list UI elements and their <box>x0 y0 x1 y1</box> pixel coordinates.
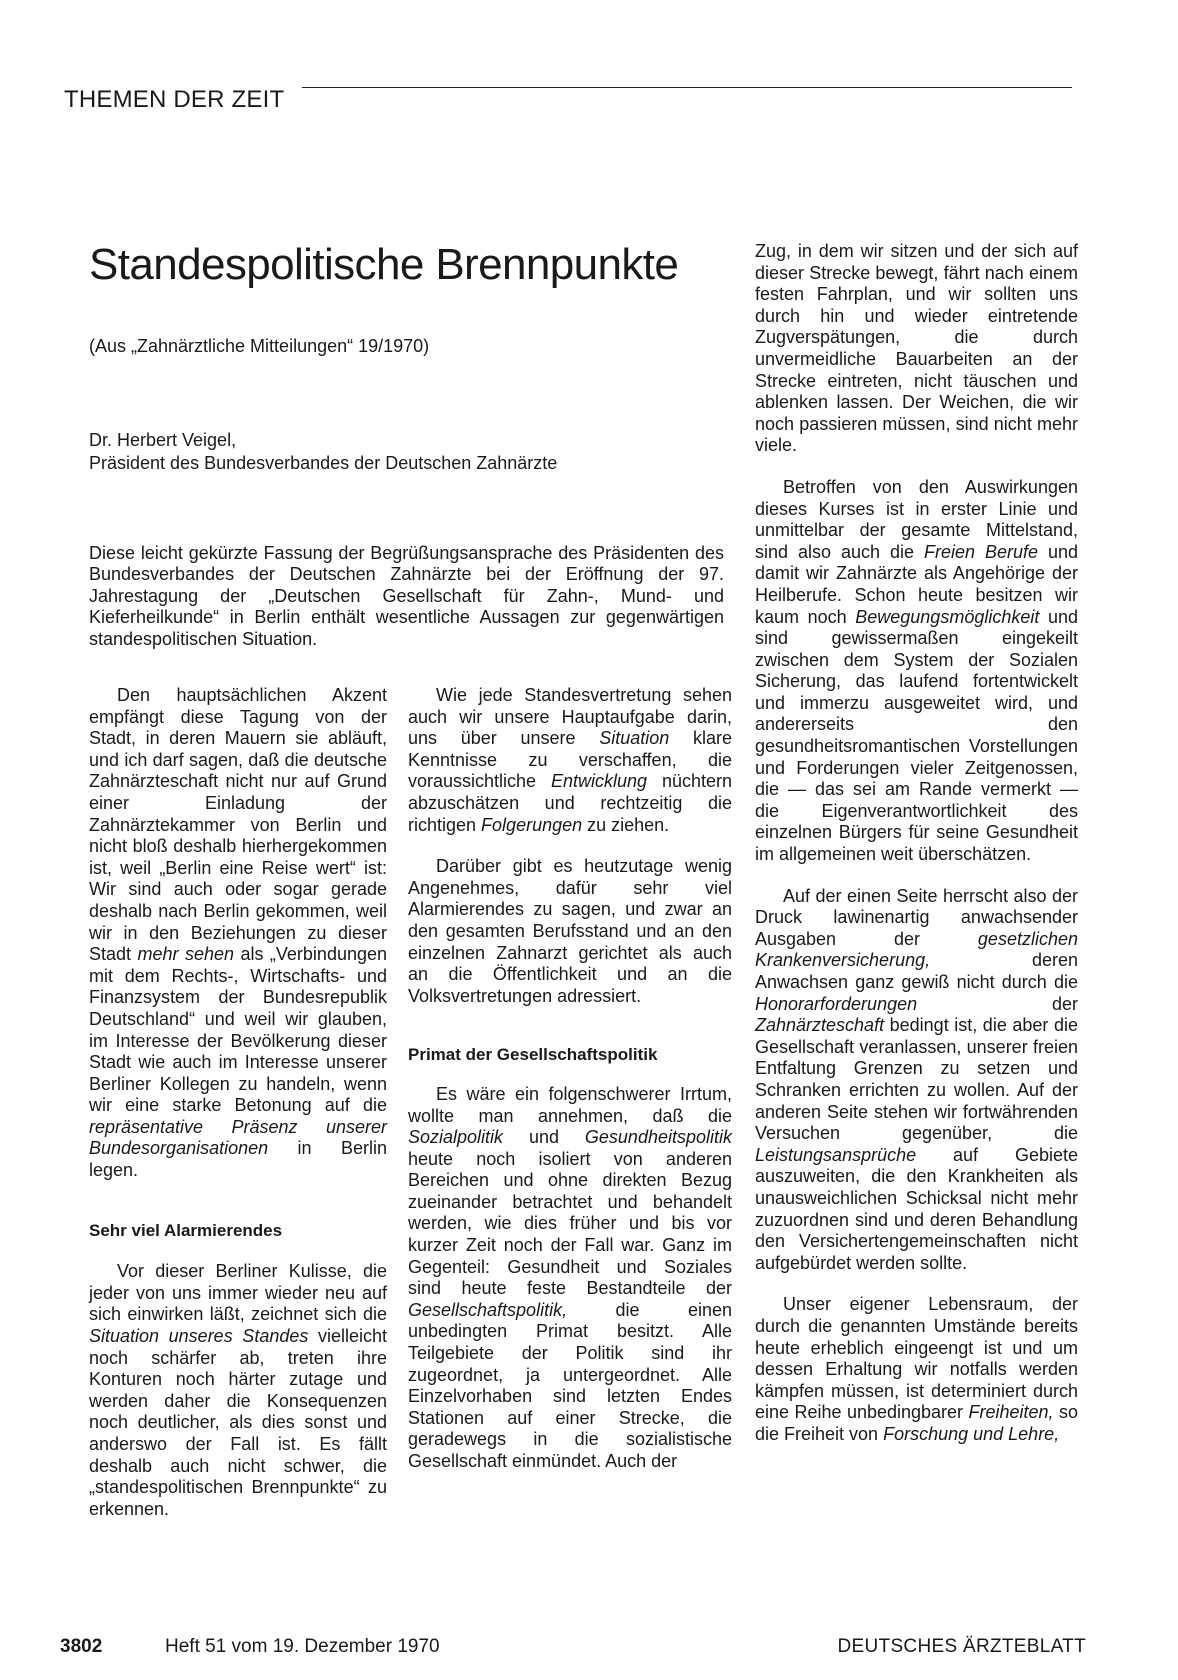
text-column-1 <box>89 685 387 1520</box>
text-run: deren Anwachsen ganz gewiß nicht durch die <box>755 950 1078 992</box>
text-run: bedingt ist, die aber die Gesellschaft veranlassen, unserer freien Entfaltung Grenzen zu setzen und Schranken errichten zu wollen. Auf der anderen Seite stehen wir fortwährenden Versuchen gegenüber, die <box>755 1015 1078 1144</box>
text-run: Wie jede Standesvertretung sehen auch wir unsere Hauptaufgabe darin, uns über unsere <box>408 685 732 749</box>
paragraph <box>89 685 387 1182</box>
text-run: auf Gebiete auszuweiten, die den Krankheiten als unausweichlichen Schicksal nicht mehr zuzuordnen sind und deren Behandlung den Versichertengemeinschaften nicht aufgebürdet werden sollte. <box>755 1144 1078 1273</box>
emphasis-text: Folgerungen <box>481 814 583 835</box>
emphasis-text: repräsentative Präsenz unserer Bundesorganisationen <box>89 1116 387 1159</box>
paragraph <box>408 1084 732 1473</box>
emphasis-text: Situation <box>599 728 670 749</box>
text-run: Den hauptsächlichen Akzent empfängt diese Tagung von der Stadt, in deren Mauern sie abläuft, und ich darf sagen, daß die deutsche Zahnärzteschaft nicht nur auf Grund einer Einladung der Zahnärztekammer von Berlin und nicht bloß deshalb hierhergekommen ist, weil „Berlin eine Reise wert“ ist: Wir sind auch oder sogar gerade deshalb nach Berlin gekommen, weil wir in den Beziehungen zu dieser Stadt <box>89 685 387 965</box>
text-run: Vor dieser Berliner Kulisse, die jeder von uns immer wieder neu auf sich einwirken läßt, zeichnet sich die <box>89 1261 387 1325</box>
text-run: Betroffen von den Auswirkungen dieses Kurses ist in erster Linie und unmittelbar der gesamte Mittelstand, sind also auch die <box>755 476 1078 562</box>
emphasis-text: Forschung und Lehre, <box>883 1423 1060 1444</box>
section-heading: Primat der Gesellschaftspolitik <box>408 1045 658 1065</box>
paragraph <box>755 241 1078 457</box>
text-run: nüchtern abzuschätzen und rechtzeitig die richtigen <box>408 771 732 835</box>
paragraph <box>755 477 1078 866</box>
text-run: zu ziehen. <box>582 814 670 835</box>
paragraph <box>408 685 732 836</box>
issue-info: Heft 51 vom 19. Dezember 1970 <box>165 1636 440 1657</box>
text-run: Auf der einen Seite herrscht also der Druck lawinenartig anwachsender Ausgaben der <box>755 885 1078 949</box>
emphasis-text: Freien Berufe <box>923 541 1038 562</box>
emphasis-text: Bewegungsmöglichkeit <box>855 606 1040 627</box>
article-intro: Diese leicht gekürzte Fassung der Begrüßungsansprache des Präsidenten des Bundesverbandes der Deutschen Zahnärzte bei der Eröffnung der 97. Jahrestagung der „Deutschen Gesellschaft für Zahn-, Mund- und Kieferheilkunde“ in Berlin enthält wesentliche Aussagen zur gegenwärtigen standespolitischen Situation. <box>89 543 724 649</box>
paragraph <box>89 1261 387 1520</box>
text-run: klare Kenntnisse zu verschaffen, die voraussichtliche <box>408 728 733 792</box>
emphasis-text: Sozialpolitik <box>408 1127 504 1148</box>
emphasis-text: Freiheiten, <box>968 1402 1054 1423</box>
text-run: Zug, in dem wir sitzen und der sich auf dieser Strecke bewegt, fährt nach einem festen Fahrplan, und wir sollten uns durch hin und wieder eintretende Zugverspätungen, die durch unvermeidliche Bauarbeiten an der Strecke eintreten, nicht täuschen und ablenken lassen. Der Weichen, die wir noch passieren müssen, sind nicht mehr viele. <box>755 241 1078 456</box>
text-run: so die Freiheit von <box>755 1402 1078 1444</box>
journal-name: DEUTSCHES ÄRZTEBLATT <box>837 1636 1086 1657</box>
emphasis-text: Gesundheitspolitik <box>584 1127 732 1148</box>
emphasis-text: Situation unseres Standes <box>89 1326 309 1347</box>
text-run: und sind gewissermaßen eingekeilt zwischen dem System der Sozialen Sicherung, das laufend fortentwickelt und immerzu ausgeweitet wird, und andererseits den gesundheitsromantischen Vorstellungen und Forderungen vieler Zeitgenossen, die — das sei am Rande vermerkt — die Eigenverantwortlichkeit des einzelnen Bürgers für seine Gesundheit im allgemeinen weit überschätzen. <box>755 606 1078 865</box>
text-run: und <box>503 1127 585 1148</box>
text-run: und damit wir Zahnärzte als Angehörige der Heilberufe. Schon heute besitzen wir kaum noch <box>755 541 1078 627</box>
emphasis-text: Zahnärzteschaft <box>755 1015 885 1036</box>
emphasis-text: mehr sehen <box>137 944 234 965</box>
emphasis-text: Entwicklung <box>550 771 648 792</box>
section-heading: Sehr viel Alarmierendes <box>89 1220 283 1240</box>
emphasis-text: Leistungsansprüche <box>755 1144 917 1165</box>
paragraph <box>408 856 732 1007</box>
text-run: Unser eigener Lebensraum, der durch die genannten Umstände bereits heute erheblich eingeengt ist und um dessen Erhaltung wir notfalls werden kämpfen müssen, ist determiniert durch eine Reihe unbedingbarer <box>755 1294 1078 1423</box>
paragraph <box>755 1294 1078 1445</box>
text-column-2 <box>408 685 732 1473</box>
text-run: Es wäre ein folgenschwerer Irrtum, wollte man annehmen, daß die <box>408 1083 732 1126</box>
author-role: Präsident des Bundesverbandes der Deutschen Zahnärzte <box>89 453 558 473</box>
article-title: Standespolitische Brennpunkte <box>89 240 679 289</box>
author-name: Dr. Herbert Veigel, <box>89 430 237 450</box>
page-number: 3802 <box>60 1636 103 1657</box>
text-run: die einen unbedingten Primat besitzt. Alle Teilgebiete der Politik sind ihr zugeordnet, ja untergeordnet. Alle Einzelvorhaben sind letzten Endes Stationen auf einer Strecke, die geradewegs in die sozialistische Gesellschaft einmündet. Auch der <box>408 1299 732 1471</box>
text-column-3 <box>755 241 1078 1445</box>
text-run: heute noch isoliert von anderen Bereichen und ohne direkten Bezug zueinander betrachtet und behandelt werden, wie dies früher und bis vor kurzer Zeit noch der Fall war. Ganz im Gegenteil: Gesundheit und Soziales sind heute feste Bestandteile der <box>408 1148 732 1299</box>
article-source: (Aus „Zahnärztliche Mitteilungen“ 19/1970) <box>89 336 430 356</box>
author-block <box>89 429 557 475</box>
emphasis-text: Gesellschaftspolitik, <box>408 1299 568 1320</box>
text-run: vielleicht noch schärfer ab, treten ihre Konturen noch härter zutage und werden daher die Konsequenzen noch deutlicher, als dies sonst und anderswo der Fall ist. Es fällt deshalb auch nicht schwer, die „standespolitischen Brennpunkte“ zu erkennen. <box>89 1326 387 1519</box>
text-run: Darüber gibt es heutzutage wenig Angenehmes, dafür sehr viel Alarmierendes zu sagen, und zwar an den gesamten Berufsstand und an den einzelnen Zahnarzt gerichtet als auch an die Öffentlichkeit und an die Volksvertretungen adressiert. <box>408 856 732 1006</box>
text-run: in Berlin legen. <box>89 1138 387 1181</box>
text-run: als „Verbindungen mit dem Rechts-, Wirtschafts- und Finanzsystem der Bundesrepublik Deutschland“ und weil wir glauben, im Interesse der Bevölkerung dieser Stadt wie auch im Interesse unserer Berliner Kollegen zu handeln, wenn wir eine starke Betonung auf die <box>89 944 388 1116</box>
emphasis-text: gesetzlichen Krankenversicherung, <box>755 928 1078 971</box>
emphasis-text: Honorarforderungen <box>755 993 918 1014</box>
paragraph <box>755 886 1078 1275</box>
text-run: der <box>917 993 1078 1014</box>
header-rule <box>302 87 1072 88</box>
section-header-label: THEMEN DER ZEIT <box>64 86 285 113</box>
